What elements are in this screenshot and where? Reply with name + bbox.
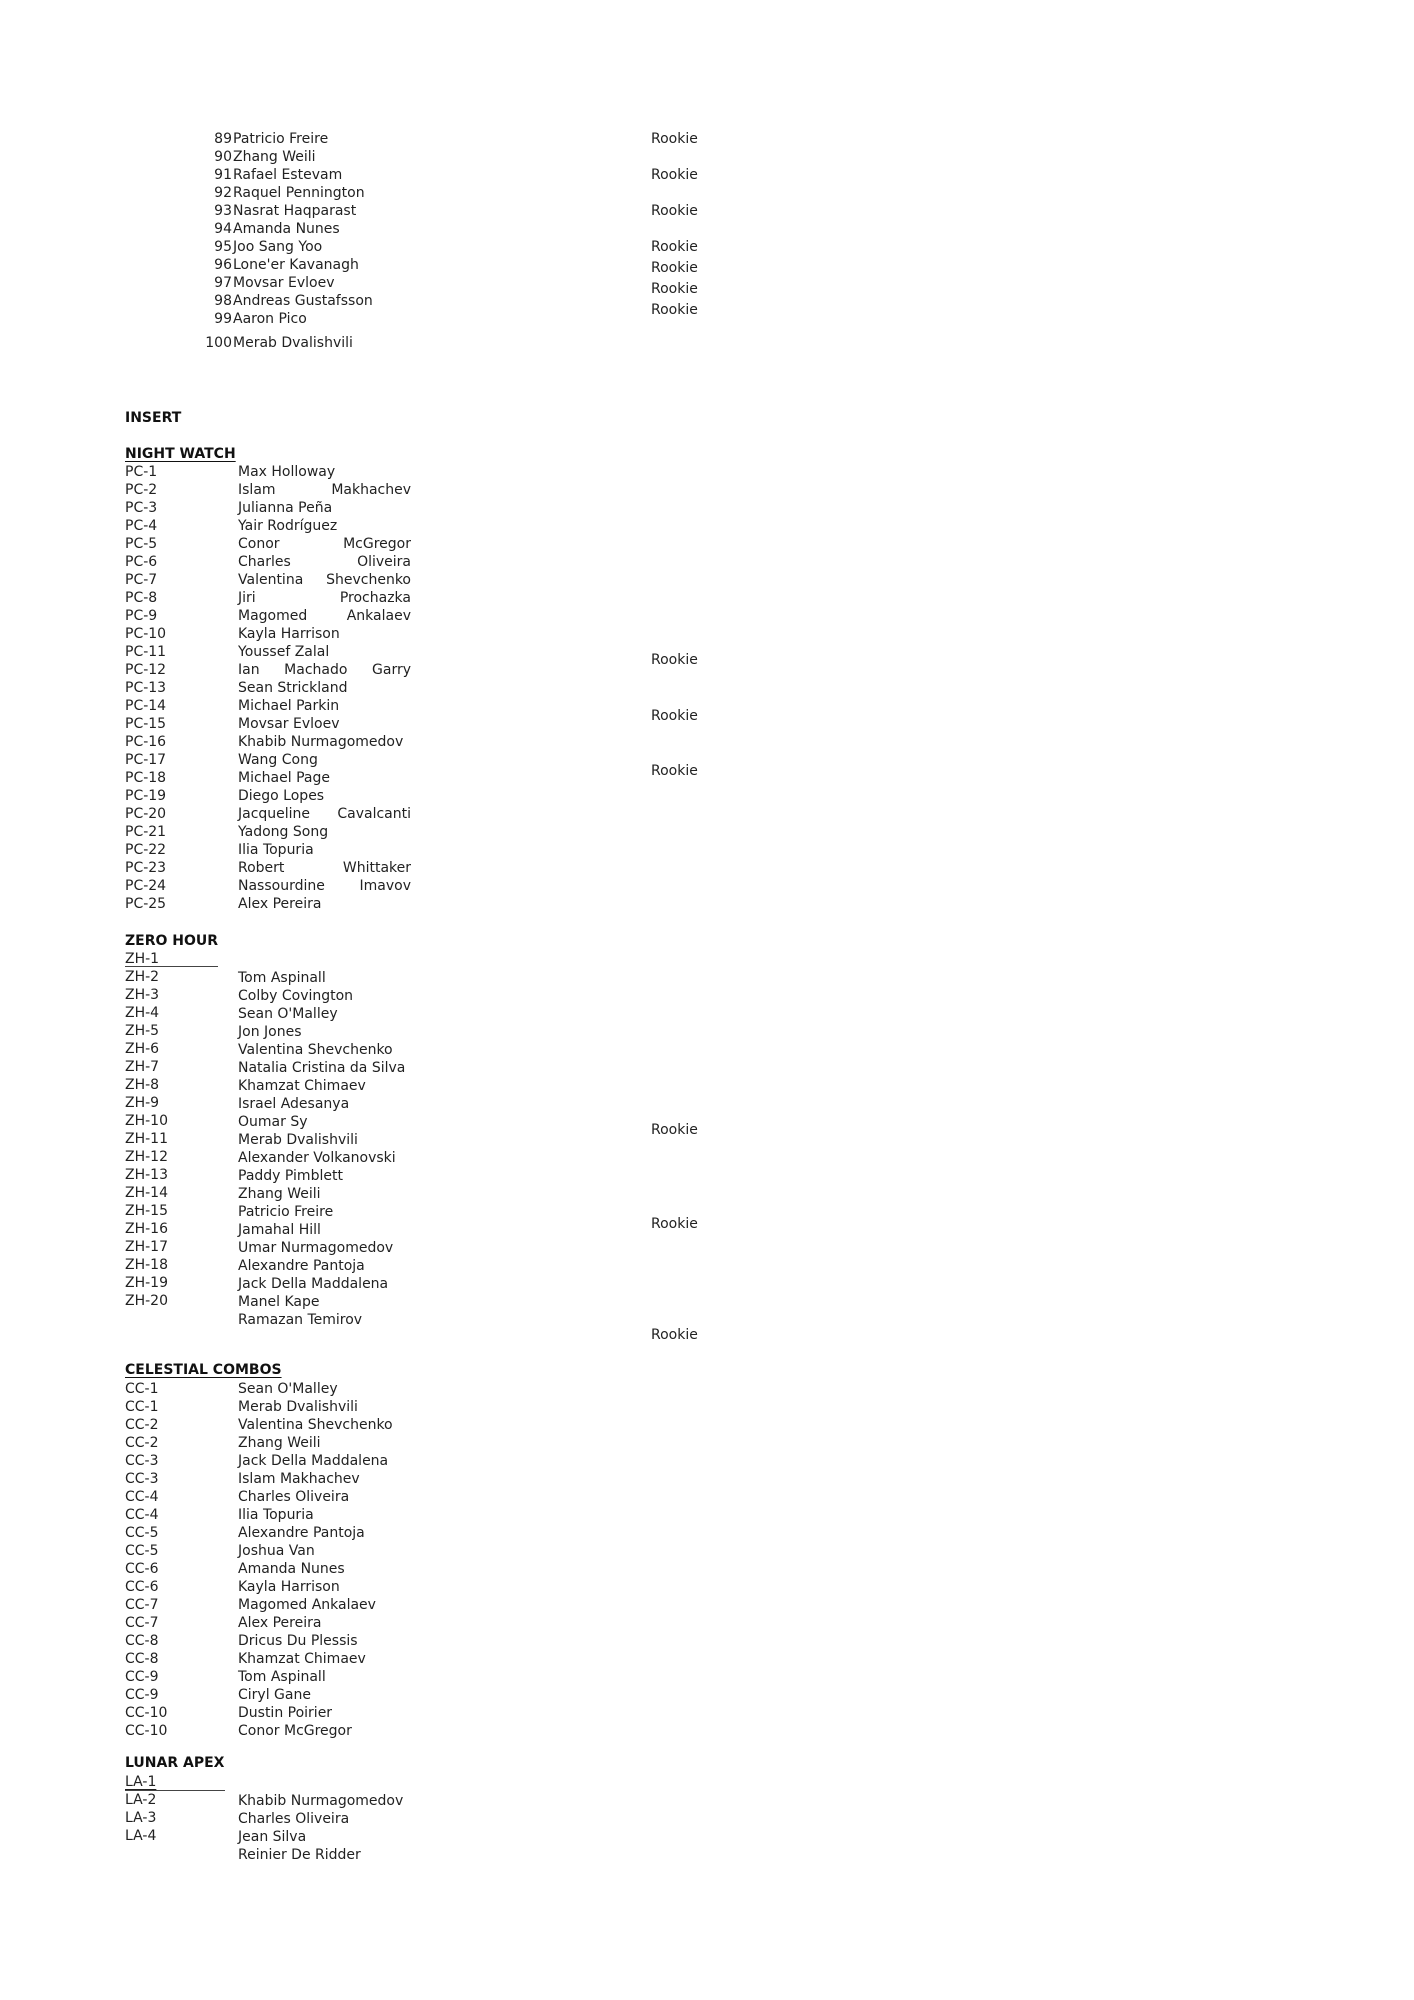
card-code: PC-12 — [125, 662, 167, 678]
card-code: ZH-4 — [125, 1005, 160, 1021]
player-name: Joshua Van — [238, 1543, 315, 1559]
player-name: Zhang Weili — [233, 149, 316, 165]
card-code: ZH-1 — [125, 951, 160, 967]
player-name: Dustin Poirier — [238, 1705, 333, 1721]
card-code: PC-21 — [125, 824, 167, 840]
player-name: Khamzat Chimaev — [238, 1651, 366, 1667]
player-name: Jean Silva — [238, 1829, 307, 1845]
section-title-night-watch: NIGHT WATCH — [125, 446, 236, 462]
player-name: Patricio Freire — [233, 131, 329, 147]
card-code: CC-9 — [125, 1687, 159, 1703]
card-code: ZH-2 — [125, 969, 160, 985]
player-name: Magomed Ankalaev — [238, 1597, 376, 1613]
player-name: Zhang Weili — [238, 1186, 321, 1202]
rookie-label: Rookie — [651, 167, 698, 183]
card-code: CC-4 — [125, 1489, 159, 1505]
card-number: 91 — [214, 167, 232, 183]
player-name: Yair Rodríguez — [238, 518, 338, 534]
card-code: ZH-3 — [125, 987, 160, 1003]
card-code: ZH-7 — [125, 1059, 160, 1075]
card-code: PC-5 — [125, 536, 158, 552]
player-name: Conor McGregor — [238, 536, 411, 552]
card-code: ZH-18 — [125, 1257, 168, 1273]
player-name: Magomed Ankalaev — [238, 608, 411, 624]
player-name: Charles Oliveira — [238, 554, 411, 570]
underline-rule — [125, 1790, 225, 1791]
card-code: ZH-9 — [125, 1095, 160, 1111]
card-code: PC-13 — [125, 680, 167, 696]
player-name: Alex Pereira — [238, 1615, 322, 1631]
player-name: Ramazan Temirov — [238, 1312, 363, 1328]
player-name: Dricus Du Plessis — [238, 1633, 358, 1649]
player-name: Zhang Weili — [238, 1435, 321, 1451]
player-name: Islam Makhachev — [238, 482, 411, 498]
card-code: LA-1 — [125, 1774, 157, 1790]
card-code: PC-6 — [125, 554, 158, 570]
card-number: 95 — [214, 239, 232, 255]
player-name: Valentina Shevchenko — [238, 572, 411, 588]
card-number: 89 — [214, 131, 232, 147]
card-code: CC-1 — [125, 1399, 159, 1415]
card-code: CC-10 — [125, 1705, 168, 1721]
player-name: Kayla Harrison — [238, 626, 340, 642]
section-title-zero-hour: ZERO HOUR — [125, 933, 219, 949]
player-name: Nassourdine Imavov — [238, 878, 411, 894]
player-name: Umar Nurmagomedov — [238, 1240, 394, 1256]
card-code: PC-8 — [125, 590, 158, 606]
card-number: 92 — [214, 185, 232, 201]
section-title-lunar-apex: LUNAR APEX — [125, 1755, 225, 1771]
rookie-label: Rookie — [651, 260, 698, 276]
card-code: PC-25 — [125, 896, 167, 912]
underline-rule — [125, 966, 218, 967]
player-name: Valentina Shevchenko — [238, 1042, 393, 1058]
card-code: ZH-11 — [125, 1131, 168, 1147]
card-code: PC-7 — [125, 572, 158, 588]
player-name: Ilia Topuria — [238, 1507, 314, 1523]
player-name: Sean O'Malley — [238, 1006, 338, 1022]
card-code: ZH-19 — [125, 1275, 168, 1291]
card-code: CC-3 — [125, 1471, 159, 1487]
player-name: Robert Whittaker — [238, 860, 411, 876]
player-name: Khamzat Chimaev — [238, 1078, 366, 1094]
card-code: ZH-8 — [125, 1077, 160, 1093]
player-name: Alexander Volkanovski — [238, 1150, 396, 1166]
player-name: Nasrat Haqparast — [233, 203, 357, 219]
card-code: CC-4 — [125, 1507, 159, 1523]
card-number: 99 — [214, 311, 232, 327]
player-name: Islam Makhachev — [238, 1471, 360, 1487]
rookie-label: Rookie — [651, 131, 698, 147]
player-name: Raquel Pennington — [233, 185, 365, 201]
player-name: Movsar Evloev — [238, 716, 340, 732]
player-name: Movsar Evloev — [233, 275, 335, 291]
card-code: PC-19 — [125, 788, 167, 804]
card-code: CC-3 — [125, 1453, 159, 1469]
rookie-label: Rookie — [651, 652, 698, 668]
card-code: LA-2 — [125, 1792, 157, 1808]
card-code: CC-5 — [125, 1525, 159, 1541]
player-name: Ciryl Gane — [238, 1687, 311, 1703]
player-name: Khabib Nurmagomedov — [238, 1793, 404, 1809]
rookie-label: Rookie — [651, 302, 698, 318]
card-code: PC-16 — [125, 734, 167, 750]
player-name: Jamahal Hill — [238, 1222, 321, 1238]
card-code: CC-1 — [125, 1381, 159, 1397]
player-name: Amanda Nunes — [233, 221, 340, 237]
card-number: 90 — [214, 149, 232, 165]
player-name: Julianna Peña — [238, 500, 333, 516]
player-name: Merab Dvalishvili — [238, 1132, 358, 1148]
player-name: Oumar Sy — [238, 1114, 308, 1130]
card-code: PC-20 — [125, 806, 167, 822]
card-code: ZH-6 — [125, 1041, 160, 1057]
card-code: PC-4 — [125, 518, 158, 534]
player-name: Wang Cong — [238, 752, 318, 768]
player-name: Manel Kape — [238, 1294, 320, 1310]
player-name: Diego Lopes — [238, 788, 325, 804]
rookie-label: Rookie — [651, 281, 698, 297]
section-title-celestial-combos: CELESTIAL COMBOS — [125, 1362, 282, 1378]
card-code: CC-8 — [125, 1633, 159, 1649]
rookie-label: Rookie — [651, 239, 698, 255]
player-name: Conor McGregor — [238, 1723, 352, 1739]
card-number: 100 — [205, 335, 232, 351]
player-name: Yadong Song — [238, 824, 329, 840]
player-name: Merab Dvalishvili — [233, 335, 353, 351]
card-code: CC-9 — [125, 1669, 159, 1685]
card-code: CC-8 — [125, 1651, 159, 1667]
card-code: PC-10 — [125, 626, 167, 642]
player-name: Aaron Pico — [233, 311, 307, 327]
player-name: Reinier De Ridder — [238, 1847, 361, 1863]
player-name: Sean Strickland — [238, 680, 348, 696]
card-code: ZH-13 — [125, 1167, 168, 1183]
player-name: Youssef Zalal — [238, 644, 330, 660]
card-code: ZH-10 — [125, 1113, 168, 1129]
player-name: Michael Parkin — [238, 698, 340, 714]
player-name: Jacqueline Cavalcanti — [238, 806, 411, 822]
card-code: PC-17 — [125, 752, 167, 768]
player-name: Rafael Estevam — [233, 167, 343, 183]
player-name: Alexandre Pantoja — [238, 1258, 365, 1274]
rookie-label: Rookie — [651, 708, 698, 724]
rookie-label: Rookie — [651, 1216, 698, 1232]
card-number: 96 — [214, 257, 232, 273]
player-name: Valentina Shevchenko — [238, 1417, 393, 1433]
player-name: Jiri Prochazka — [238, 590, 411, 606]
card-code: ZH-16 — [125, 1221, 168, 1237]
card-code: ZH-12 — [125, 1149, 168, 1165]
player-name: Max Holloway — [238, 464, 336, 480]
player-name: Paddy Pimblett — [238, 1168, 343, 1184]
player-name: Patricio Freire — [238, 1204, 334, 1220]
card-code: PC-3 — [125, 500, 158, 516]
player-name: Joo Sang Yoo — [233, 239, 323, 255]
player-name: Kayla Harrison — [238, 1579, 340, 1595]
player-name: Alex Pereira — [238, 896, 322, 912]
card-code: PC-23 — [125, 860, 167, 876]
player-name: Jon Jones — [238, 1024, 302, 1040]
card-code: LA-4 — [125, 1828, 157, 1844]
card-code: PC-14 — [125, 698, 167, 714]
player-name: Amanda Nunes — [238, 1561, 345, 1577]
card-code: PC-24 — [125, 878, 167, 894]
card-code: PC-2 — [125, 482, 158, 498]
player-name: Colby Covington — [238, 988, 354, 1004]
card-code: PC-22 — [125, 842, 167, 858]
player-name: Jack Della Maddalena — [238, 1276, 389, 1292]
card-number: 98 — [214, 293, 232, 309]
rookie-label: Rookie — [651, 1327, 698, 1343]
player-name: Tom Aspinall — [238, 1669, 326, 1685]
card-number: 94 — [214, 221, 232, 237]
player-name: Michael Page — [238, 770, 330, 786]
player-name: Lone'er Kavanagh — [233, 257, 359, 273]
rookie-label: Rookie — [651, 1122, 698, 1138]
card-code: CC-6 — [125, 1579, 159, 1595]
rookie-label: Rookie — [651, 763, 698, 779]
card-code: PC-9 — [125, 608, 158, 624]
card-code: CC-7 — [125, 1597, 159, 1613]
card-code: PC-15 — [125, 716, 167, 732]
card-code: CC-7 — [125, 1615, 159, 1631]
card-number: 97 — [214, 275, 232, 291]
player-name: Jack Della Maddalena — [238, 1453, 389, 1469]
player-name: Ian Machado Garry — [238, 662, 411, 678]
card-number: 93 — [214, 203, 232, 219]
player-name: Ilia Topuria — [238, 842, 314, 858]
card-code: ZH-17 — [125, 1239, 168, 1255]
insert-heading: INSERT — [125, 410, 182, 426]
card-code: LA-3 — [125, 1810, 157, 1826]
rookie-label: Rookie — [651, 203, 698, 219]
card-code: PC-18 — [125, 770, 167, 786]
card-code: CC-5 — [125, 1543, 159, 1559]
card-code: ZH-5 — [125, 1023, 160, 1039]
player-name: Merab Dvalishvili — [238, 1399, 358, 1415]
card-code: CC-2 — [125, 1435, 159, 1451]
card-code: CC-2 — [125, 1417, 159, 1433]
player-name: Sean O'Malley — [238, 1381, 338, 1397]
card-code: ZH-20 — [125, 1293, 168, 1309]
card-code: ZH-15 — [125, 1203, 168, 1219]
player-name: Alexandre Pantoja — [238, 1525, 365, 1541]
card-code: ZH-14 — [125, 1185, 168, 1201]
player-name: Natalia Cristina da Silva — [238, 1060, 406, 1076]
card-code: CC-6 — [125, 1561, 159, 1577]
card-code: PC-1 — [125, 464, 158, 480]
player-name: Khabib Nurmagomedov — [238, 734, 404, 750]
player-name: Tom Aspinall — [238, 970, 326, 986]
card-code: PC-11 — [125, 644, 167, 660]
player-name: Charles Oliveira — [238, 1811, 350, 1827]
player-name: Charles Oliveira — [238, 1489, 350, 1505]
player-name: Israel Adesanya — [238, 1096, 350, 1112]
player-name: Andreas Gustafsson — [233, 293, 373, 309]
card-code: CC-10 — [125, 1723, 168, 1739]
